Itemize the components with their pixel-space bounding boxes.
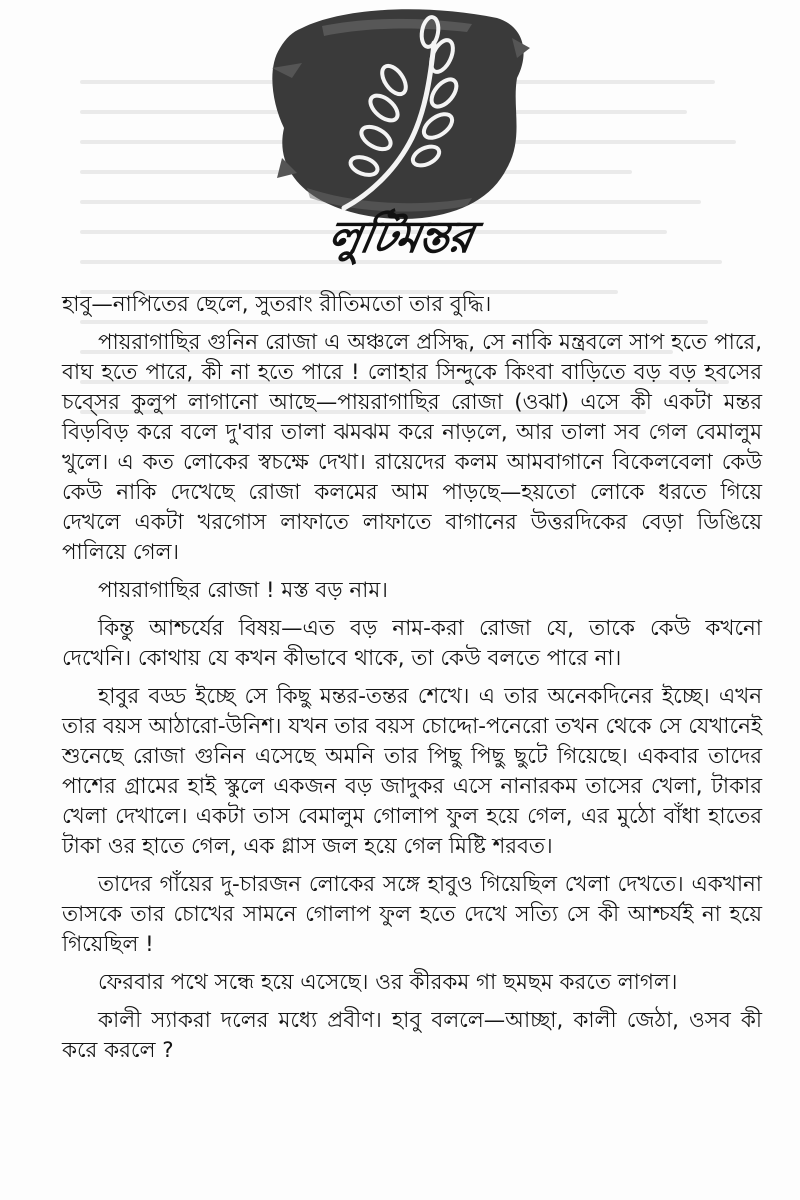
- body-text: [62, 290, 762, 1074]
- leaf-ornament-icon: [262, 8, 532, 223]
- paragraph: হাবুর বড্ড ইচ্ছে সে কিছু মন্তর-তন্তর শেখে। এ তার অনেকদিনের ইচ্ছে। এখন তার বয়স আঠারো-উনিশ। যখন তার বয়স চোদ্দো-পনেরো তখন থেকে সে যেখানেই শুনেছে রোজা গুনিন এসেছে অমনি তার পিছু পিছু ছুটে গিয়েছে। একবার তাদের পাশের গ্রামের হাই স্কুলে একজন বড় জাদুকর এসে নানারকম তাসের খেলা, টাকার খেলা দেখালে। একটা তাস বেমালুম গোলাপ ফুল হয়ে গেল, এর মুঠো বাঁধা হাতের টাকা ওর হাতে গেল, এক গ্লাস জল হয়ে গেল মিষ্টি শরবত।: [62, 684, 762, 859]
- paragraph: কালী স্যাকরা দলের মধ্যে প্রবীণ। হাবু বললে—আচ্ছা, কালী জেঠা, ওসব কী করে করলে ?: [62, 1008, 762, 1063]
- paragraph: হাবু—নাপিতের ছেলে, সুতরাং রীতিমতো তার বুদ্ধি।: [62, 292, 492, 317]
- paragraph: পায়রাগাছির গুনিন রোজা এ অঞ্চলে প্রসিদ্ধ, সে নাকি মন্ত্রবলে সাপ হতে পারে, বাঘ হতে পারে, কী না হতে পারে ! লোহার সিন্দুকে কিংবা বাড়িতে বড় বড় হবসের চব্সের কুলুপ লাগানো আছে—পায়রাগাছির রোজা (ওঝা) এসে কী একটা মন্তর বিড়বিড় করে বলে দু'বার তালা ঝমঝম করে নাড়লে, আর তালা সব গেল বেমালুম খুলে। এ কত লোকের স্বচক্ষে দেখা। রায়েদের কলম আমবাগানে বিকেলবেলা কেউ কেউ নাকি দেখেছে রোজা কলমের আম পাড়ছে—হয়তো লোকে ধরতে গিয়ে দেখলে একটা খরগোস লাফাতে লাফাতে বাগানের উত্তরদিকের বেড়া ডিঙিয়ে পালিয়ে গেল।: [62, 330, 762, 565]
- paragraph: কিন্তু আশ্চর্যের বিষয়—এত বড় নাম-করা রোজা যে, তাকে কেউ কখনো দেখেনি। কোথায় যে কখন কীভাবে থাকে, তা কেউ বলতে পারে না।: [62, 616, 762, 671]
- paragraph: তাদের গাঁয়ের দু-চারজন লোকের সঙ্গে হাবুও গিয়েছিল খেলা দেখতে। একখানা তাসকে তার চোখের সামনে গোলাপ ফুল হতে দেখে সত্যি সে কী আশ্চর্যই না হয়ে গিয়েছিল !: [62, 872, 762, 957]
- chapter-title: লুটিমন্তর: [323, 212, 477, 263]
- paragraph: ফেরবার পথে সন্ধে হয়ে এসেছে। ওর কীরকম গা ছমছম করতে লাগল।: [98, 970, 678, 995]
- paragraph: পায়রাগাছির রোজা ! মস্ত বড় নাম।: [98, 578, 388, 603]
